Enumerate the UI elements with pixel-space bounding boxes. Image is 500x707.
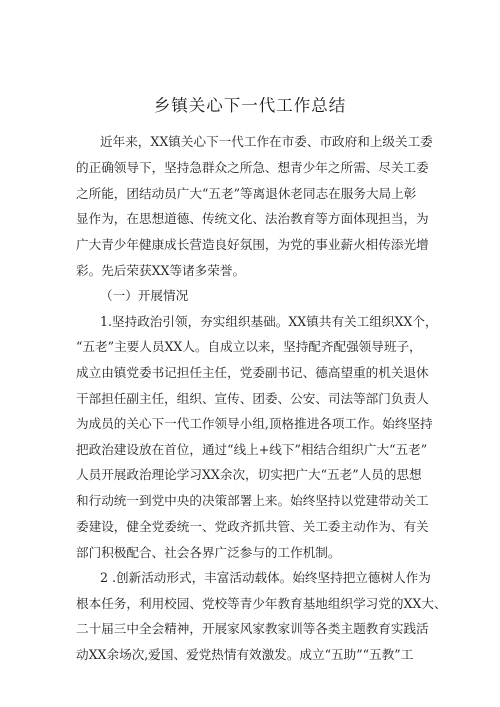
- body-text-line: 把政治建设放在首位，通过“线上+线下”相结合组织广大“五老”: [76, 442, 428, 457]
- body-text-line: 干部担任副主任，组织、宣传、团委、公安、司法等部门负责人: [76, 391, 429, 406]
- body-text-line: 部门积极配合、社会各界广泛参与的工作机制。: [76, 545, 341, 560]
- body-text-line: 2 .创新活动形式，丰富活动载体。始终坚持把立德树人作为: [100, 570, 431, 585]
- document-title: 乡镇关心下一代工作总结: [153, 96, 347, 115]
- body-text-line: 显作为，在思想道德、传统文化、法治教育等方面体现担当，为: [76, 211, 429, 226]
- body-text-line: 彩。先后荣获XX等诸多荣誉。: [76, 263, 246, 278]
- body-text-line: 的正确领导下，坚持急群众之所急、想青少年之所需、尽关工委: [76, 160, 429, 175]
- body-text-line: 1.坚持政治引领，夯实组织基础。XX镇共有关工组织XX个，: [100, 314, 438, 329]
- body-text-line: 根本任务，利用校园、党校等青少年教育基地组织学习党的XX大、: [76, 596, 447, 611]
- body-text-line: 成立由镇党委书记担任主任，党委副书记、德高望重的机关退休: [76, 365, 429, 380]
- body-text-line: 二十届三中全会精神，开展家风家教家训等各类主题教育实践活: [76, 621, 429, 636]
- body-text-line: 动XX余场次,爱国、爱党热情有效激发。成立“五助”“五教”工: [76, 647, 414, 662]
- body-text-line: （一）开展情况: [100, 288, 189, 303]
- body-text-line: 广大青少年健康成长营造良好氛围，为党的事业薪火相传添光增: [76, 237, 429, 252]
- body-text-line: 和行动统一到党中央的决策部署上来。始终坚持以党建带动关工: [76, 493, 429, 508]
- body-text-line: 为成员的关心下一代工作领导小组,顶格推进各项工作。始终坚持: [76, 416, 433, 431]
- body-text-line: 人员开展政治理论学习XX余次，切实把广大“五老”人员的思想: [76, 467, 422, 482]
- body-text-line: 委建设，健全党委统一、党政齐抓共管、关工委主动作为、有关: [76, 519, 429, 534]
- body-text-line: 近年来，XX镇关心下一代工作在市委、市政府和上级关工委: [100, 134, 433, 149]
- body-text-line: 之所能，团结动员广大“五老”等离退休老同志在服务大局上彰: [76, 186, 417, 201]
- body-text-line: “五老”主要人员XX人。自成立以来，坚持配齐配强领导班子，: [76, 339, 422, 354]
